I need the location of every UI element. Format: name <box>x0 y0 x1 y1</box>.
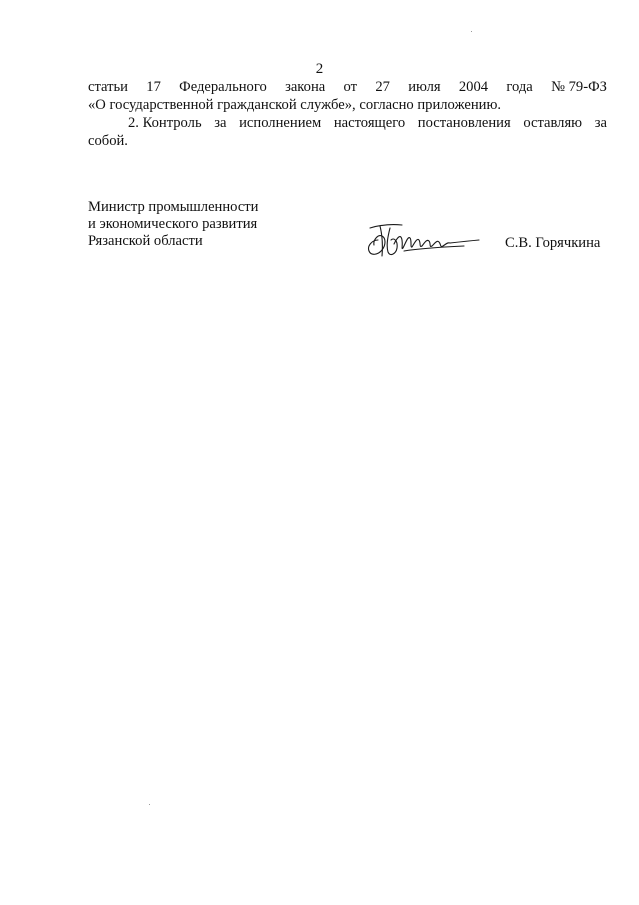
word: исполнением <box>239 115 322 131</box>
word: от <box>343 79 358 95</box>
paragraph-1-line-2: «О государственной гражданской службе», согласно приложению. <box>88 97 502 113</box>
paragraph-2-line-2: собой. <box>88 133 128 149</box>
handwritten-signature-icon <box>364 218 484 260</box>
word: за <box>214 115 227 131</box>
word: настоящего <box>333 115 406 131</box>
signer-name: С.В. Горячкина <box>505 235 601 251</box>
signatory-position <box>88 199 259 250</box>
page-number: 2 <box>315 61 324 77</box>
word: Федерального <box>179 79 267 95</box>
scan-speck <box>149 804 150 805</box>
position-line: и экономического развития <box>88 216 258 232</box>
word: за <box>594 115 607 131</box>
word: оставляю <box>523 115 583 131</box>
word: июля <box>408 79 441 95</box>
word: 2004 <box>458 79 489 95</box>
word: 2. Контроль <box>128 115 202 131</box>
word: 27 <box>375 79 390 95</box>
word: года <box>506 79 533 95</box>
word: закона <box>285 79 326 95</box>
paragraph-1-line-1 <box>88 78 607 96</box>
position-line: Рязанской области <box>88 233 203 249</box>
word: № 79-ФЗ <box>551 79 607 95</box>
word: статьи <box>88 79 128 95</box>
scan-speck <box>471 31 472 32</box>
paragraph-2-line-1 <box>88 114 607 132</box>
body-text <box>88 78 607 150</box>
word: 17 <box>146 79 161 95</box>
position-line: Министр промышленности <box>88 199 259 215</box>
word: постановления <box>417 115 511 131</box>
